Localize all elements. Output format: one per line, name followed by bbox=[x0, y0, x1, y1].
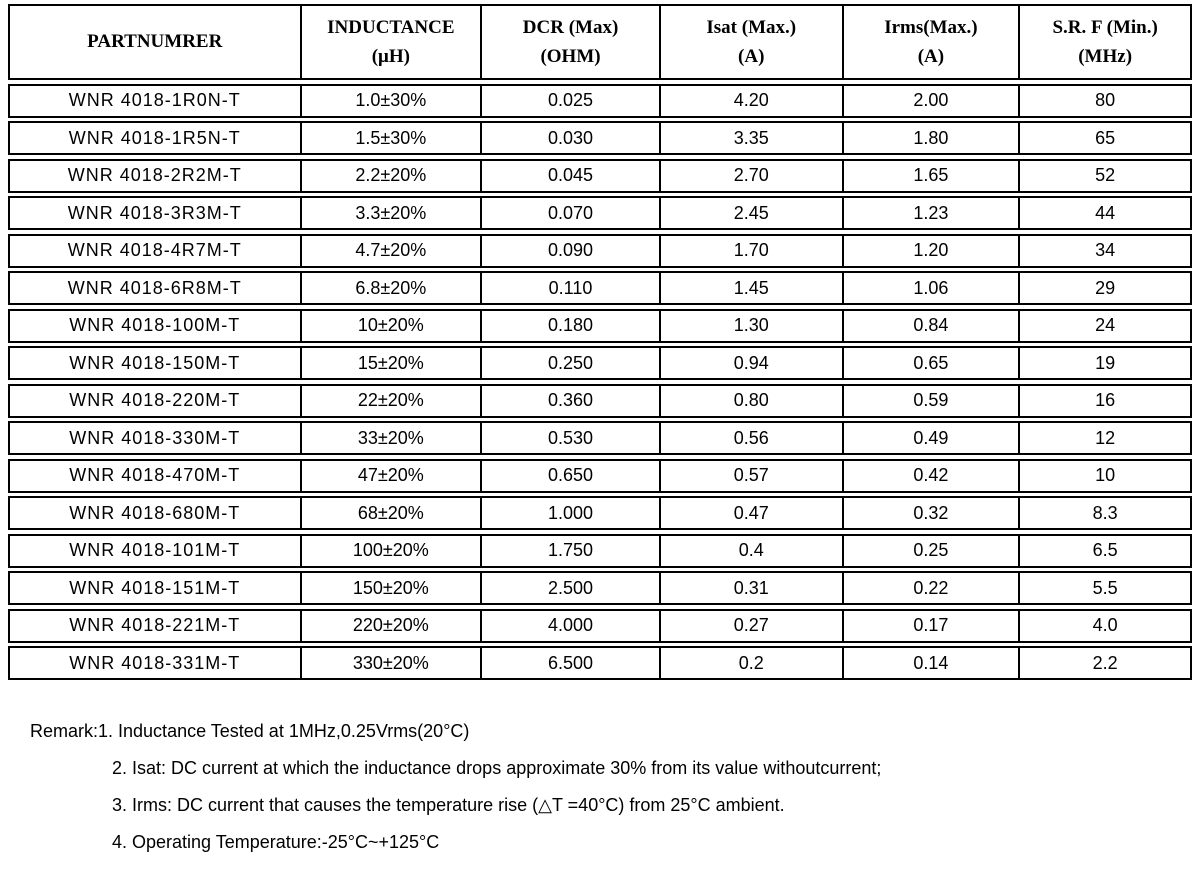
cell-irms: 0.59 bbox=[842, 384, 1021, 418]
cell-isat: 0.80 bbox=[659, 384, 844, 418]
cell-srf: 80 bbox=[1018, 84, 1192, 118]
table-row bbox=[8, 84, 1192, 118]
cell-irms: 0.32 bbox=[842, 496, 1021, 530]
column-header-line1: DCR (Max) bbox=[522, 16, 619, 38]
cell-partnumber: WNR 4018-221M-T bbox=[8, 609, 302, 643]
table-row bbox=[8, 121, 1192, 155]
cell-irms: 0.25 bbox=[842, 534, 1021, 568]
cell-isat: 4.20 bbox=[659, 84, 844, 118]
column-header-line2: (OHM) bbox=[540, 46, 601, 67]
cell-irms: 0.17 bbox=[842, 609, 1021, 643]
cell-dcr: 0.360 bbox=[480, 384, 661, 418]
cell-inductance: 22±20% bbox=[300, 384, 483, 418]
cell-isat: 2.70 bbox=[659, 159, 844, 193]
column-header-partnumber bbox=[8, 4, 302, 80]
cell-isat: 0.4 bbox=[659, 534, 844, 568]
cell-partnumber: WNR 4018-151M-T bbox=[8, 571, 302, 605]
cell-partnumber: WNR 4018-470M-T bbox=[8, 459, 302, 493]
cell-inductance: 220±20% bbox=[300, 609, 483, 643]
cell-inductance: 47±20% bbox=[300, 459, 483, 493]
cell-inductance: 15±20% bbox=[300, 346, 483, 380]
cell-srf: 52 bbox=[1018, 159, 1192, 193]
cell-isat: 0.56 bbox=[659, 421, 844, 455]
cell-partnumber: WNR 4018-150M-T bbox=[8, 346, 302, 380]
cell-partnumber: WNR 4018-3R3M-T bbox=[8, 196, 302, 230]
cell-dcr: 0.110 bbox=[480, 271, 661, 305]
cell-dcr: 0.180 bbox=[480, 309, 661, 343]
table-row bbox=[8, 346, 1192, 380]
cell-irms: 1.23 bbox=[842, 196, 1021, 230]
inductor-spec-table bbox=[8, 4, 1192, 680]
cell-partnumber: WNR 4018-4R7M-T bbox=[8, 234, 302, 268]
cell-partnumber: WNR 4018-1R5N-T bbox=[8, 121, 302, 155]
cell-dcr: 0.250 bbox=[480, 346, 661, 380]
cell-srf: 2.2 bbox=[1018, 646, 1192, 680]
cell-srf: 6.5 bbox=[1018, 534, 1192, 568]
cell-partnumber: WNR 4018-2R2M-T bbox=[8, 159, 302, 193]
table-row bbox=[8, 534, 1192, 568]
table-row bbox=[8, 309, 1192, 343]
column-header-line1: Isat (Max.) bbox=[706, 16, 797, 38]
remark-prefix: Remark: bbox=[30, 721, 99, 741]
cell-irms: 1.80 bbox=[842, 121, 1021, 155]
cell-irms: 0.84 bbox=[842, 309, 1021, 343]
column-header-srf bbox=[1018, 4, 1192, 80]
column-header-inductance bbox=[300, 4, 483, 80]
cell-inductance: 6.8±20% bbox=[300, 271, 483, 305]
cell-srf: 4.0 bbox=[1018, 609, 1192, 643]
table-row bbox=[8, 234, 1192, 268]
cell-srf: 19 bbox=[1018, 346, 1192, 380]
cell-dcr: 1.000 bbox=[480, 496, 661, 530]
cell-irms: 1.06 bbox=[842, 271, 1021, 305]
cell-dcr: 1.750 bbox=[480, 534, 661, 568]
remarks bbox=[30, 720, 881, 868]
cell-irms: 0.22 bbox=[842, 571, 1021, 605]
remark-text-1: 1. Inductance Tested at 1MHz,0.25Vrms(20°C) bbox=[98, 721, 470, 741]
remark-line-2: 2. Isat: DC current at which the inductance drops approximate 30% from its value withoutcurrent; bbox=[112, 758, 882, 778]
cell-srf: 5.5 bbox=[1018, 571, 1192, 605]
cell-dcr: 0.030 bbox=[480, 121, 661, 155]
cell-isat: 0.47 bbox=[659, 496, 844, 530]
cell-inductance: 1.5±30% bbox=[300, 121, 483, 155]
cell-srf: 29 bbox=[1018, 271, 1192, 305]
cell-dcr: 0.045 bbox=[480, 159, 661, 193]
column-header-dcr bbox=[480, 4, 661, 80]
column-header-line2: (μH) bbox=[371, 46, 410, 67]
column-header-line1: PARTNUMRER bbox=[87, 31, 223, 53]
table-row bbox=[8, 459, 1192, 493]
cell-dcr: 0.530 bbox=[480, 421, 661, 455]
column-header-line2: (MHz) bbox=[1078, 46, 1133, 67]
table-row bbox=[8, 384, 1192, 418]
table-body bbox=[8, 84, 1192, 681]
cell-partnumber: WNR 4018-101M-T bbox=[8, 534, 302, 568]
cell-isat: 1.45 bbox=[659, 271, 844, 305]
table-row bbox=[8, 496, 1192, 530]
cell-irms: 0.42 bbox=[842, 459, 1021, 493]
cell-inductance: 33±20% bbox=[300, 421, 483, 455]
cell-isat: 2.45 bbox=[659, 196, 844, 230]
column-header-line2: (A) bbox=[917, 46, 945, 67]
cell-inductance: 330±20% bbox=[300, 646, 483, 680]
cell-dcr: 0.070 bbox=[480, 196, 661, 230]
column-header-isat bbox=[659, 4, 844, 80]
cell-isat: 3.35 bbox=[659, 121, 844, 155]
cell-partnumber: WNR 4018-220M-T bbox=[8, 384, 302, 418]
cell-dcr: 2.500 bbox=[480, 571, 661, 605]
cell-inductance: 2.2±20% bbox=[300, 159, 483, 193]
cell-isat: 1.70 bbox=[659, 234, 844, 268]
cell-partnumber: WNR 4018-6R8M-T bbox=[8, 271, 302, 305]
cell-srf: 44 bbox=[1018, 196, 1192, 230]
cell-srf: 24 bbox=[1018, 309, 1192, 343]
cell-irms: 0.49 bbox=[842, 421, 1021, 455]
cell-inductance: 68±20% bbox=[300, 496, 483, 530]
cell-srf: 8.3 bbox=[1018, 496, 1192, 530]
cell-isat: 1.30 bbox=[659, 309, 844, 343]
column-header-line2: (A) bbox=[738, 46, 765, 67]
cell-partnumber: WNR 4018-100M-T bbox=[8, 309, 302, 343]
table-row bbox=[8, 159, 1192, 193]
cell-srf: 65 bbox=[1018, 121, 1192, 155]
cell-irms: 1.65 bbox=[842, 159, 1021, 193]
cell-inductance: 10±20% bbox=[300, 309, 483, 343]
cell-isat: 0.94 bbox=[659, 346, 844, 380]
table-header-row bbox=[8, 4, 1192, 80]
table-row bbox=[8, 271, 1192, 305]
remark-line-1 bbox=[30, 720, 881, 743]
cell-inductance: 1.0±30% bbox=[300, 84, 483, 118]
column-header-line1: Irms(Max.) bbox=[884, 16, 978, 38]
cell-isat: 0.57 bbox=[659, 459, 844, 493]
cell-srf: 10 bbox=[1018, 459, 1192, 493]
cell-dcr: 0.025 bbox=[480, 84, 661, 118]
cell-partnumber: WNR 4018-1R0N-T bbox=[8, 84, 302, 118]
table-row bbox=[8, 196, 1192, 230]
remark-line-3: 3. Irms: DC current that causes the temperature rise (△T =40°C) from 25°C ambient. bbox=[112, 795, 785, 815]
cell-dcr: 0.090 bbox=[480, 234, 661, 268]
cell-irms: 0.14 bbox=[842, 646, 1021, 680]
cell-srf: 16 bbox=[1018, 384, 1192, 418]
table-row bbox=[8, 571, 1192, 605]
table-row bbox=[8, 609, 1192, 643]
column-header-line1: INDUCTANCE bbox=[327, 16, 455, 38]
cell-isat: 0.31 bbox=[659, 571, 844, 605]
cell-dcr: 6.500 bbox=[480, 646, 661, 680]
cell-inductance: 150±20% bbox=[300, 571, 483, 605]
cell-isat: 0.2 bbox=[659, 646, 844, 680]
cell-irms: 0.65 bbox=[842, 346, 1021, 380]
remark-line-4: 4. Operating Temperature:-25°C~+125°C bbox=[112, 832, 440, 852]
cell-partnumber: WNR 4018-330M-T bbox=[8, 421, 302, 455]
cell-dcr: 4.000 bbox=[480, 609, 661, 643]
cell-inductance: 4.7±20% bbox=[300, 234, 483, 268]
cell-partnumber: WNR 4018-331M-T bbox=[8, 646, 302, 680]
cell-irms: 1.20 bbox=[842, 234, 1021, 268]
cell-inductance: 100±20% bbox=[300, 534, 483, 568]
column-header-irms bbox=[842, 4, 1021, 80]
cell-srf: 12 bbox=[1018, 421, 1192, 455]
cell-isat: 0.27 bbox=[659, 609, 844, 643]
column-header-line1: S.R. F (Min.) bbox=[1052, 16, 1158, 38]
table-row bbox=[8, 421, 1192, 455]
table-row bbox=[8, 646, 1192, 680]
cell-dcr: 0.650 bbox=[480, 459, 661, 493]
cell-partnumber: WNR 4018-680M-T bbox=[8, 496, 302, 530]
cell-inductance: 3.3±20% bbox=[300, 196, 483, 230]
cell-irms: 2.00 bbox=[842, 84, 1021, 118]
cell-srf: 34 bbox=[1018, 234, 1192, 268]
